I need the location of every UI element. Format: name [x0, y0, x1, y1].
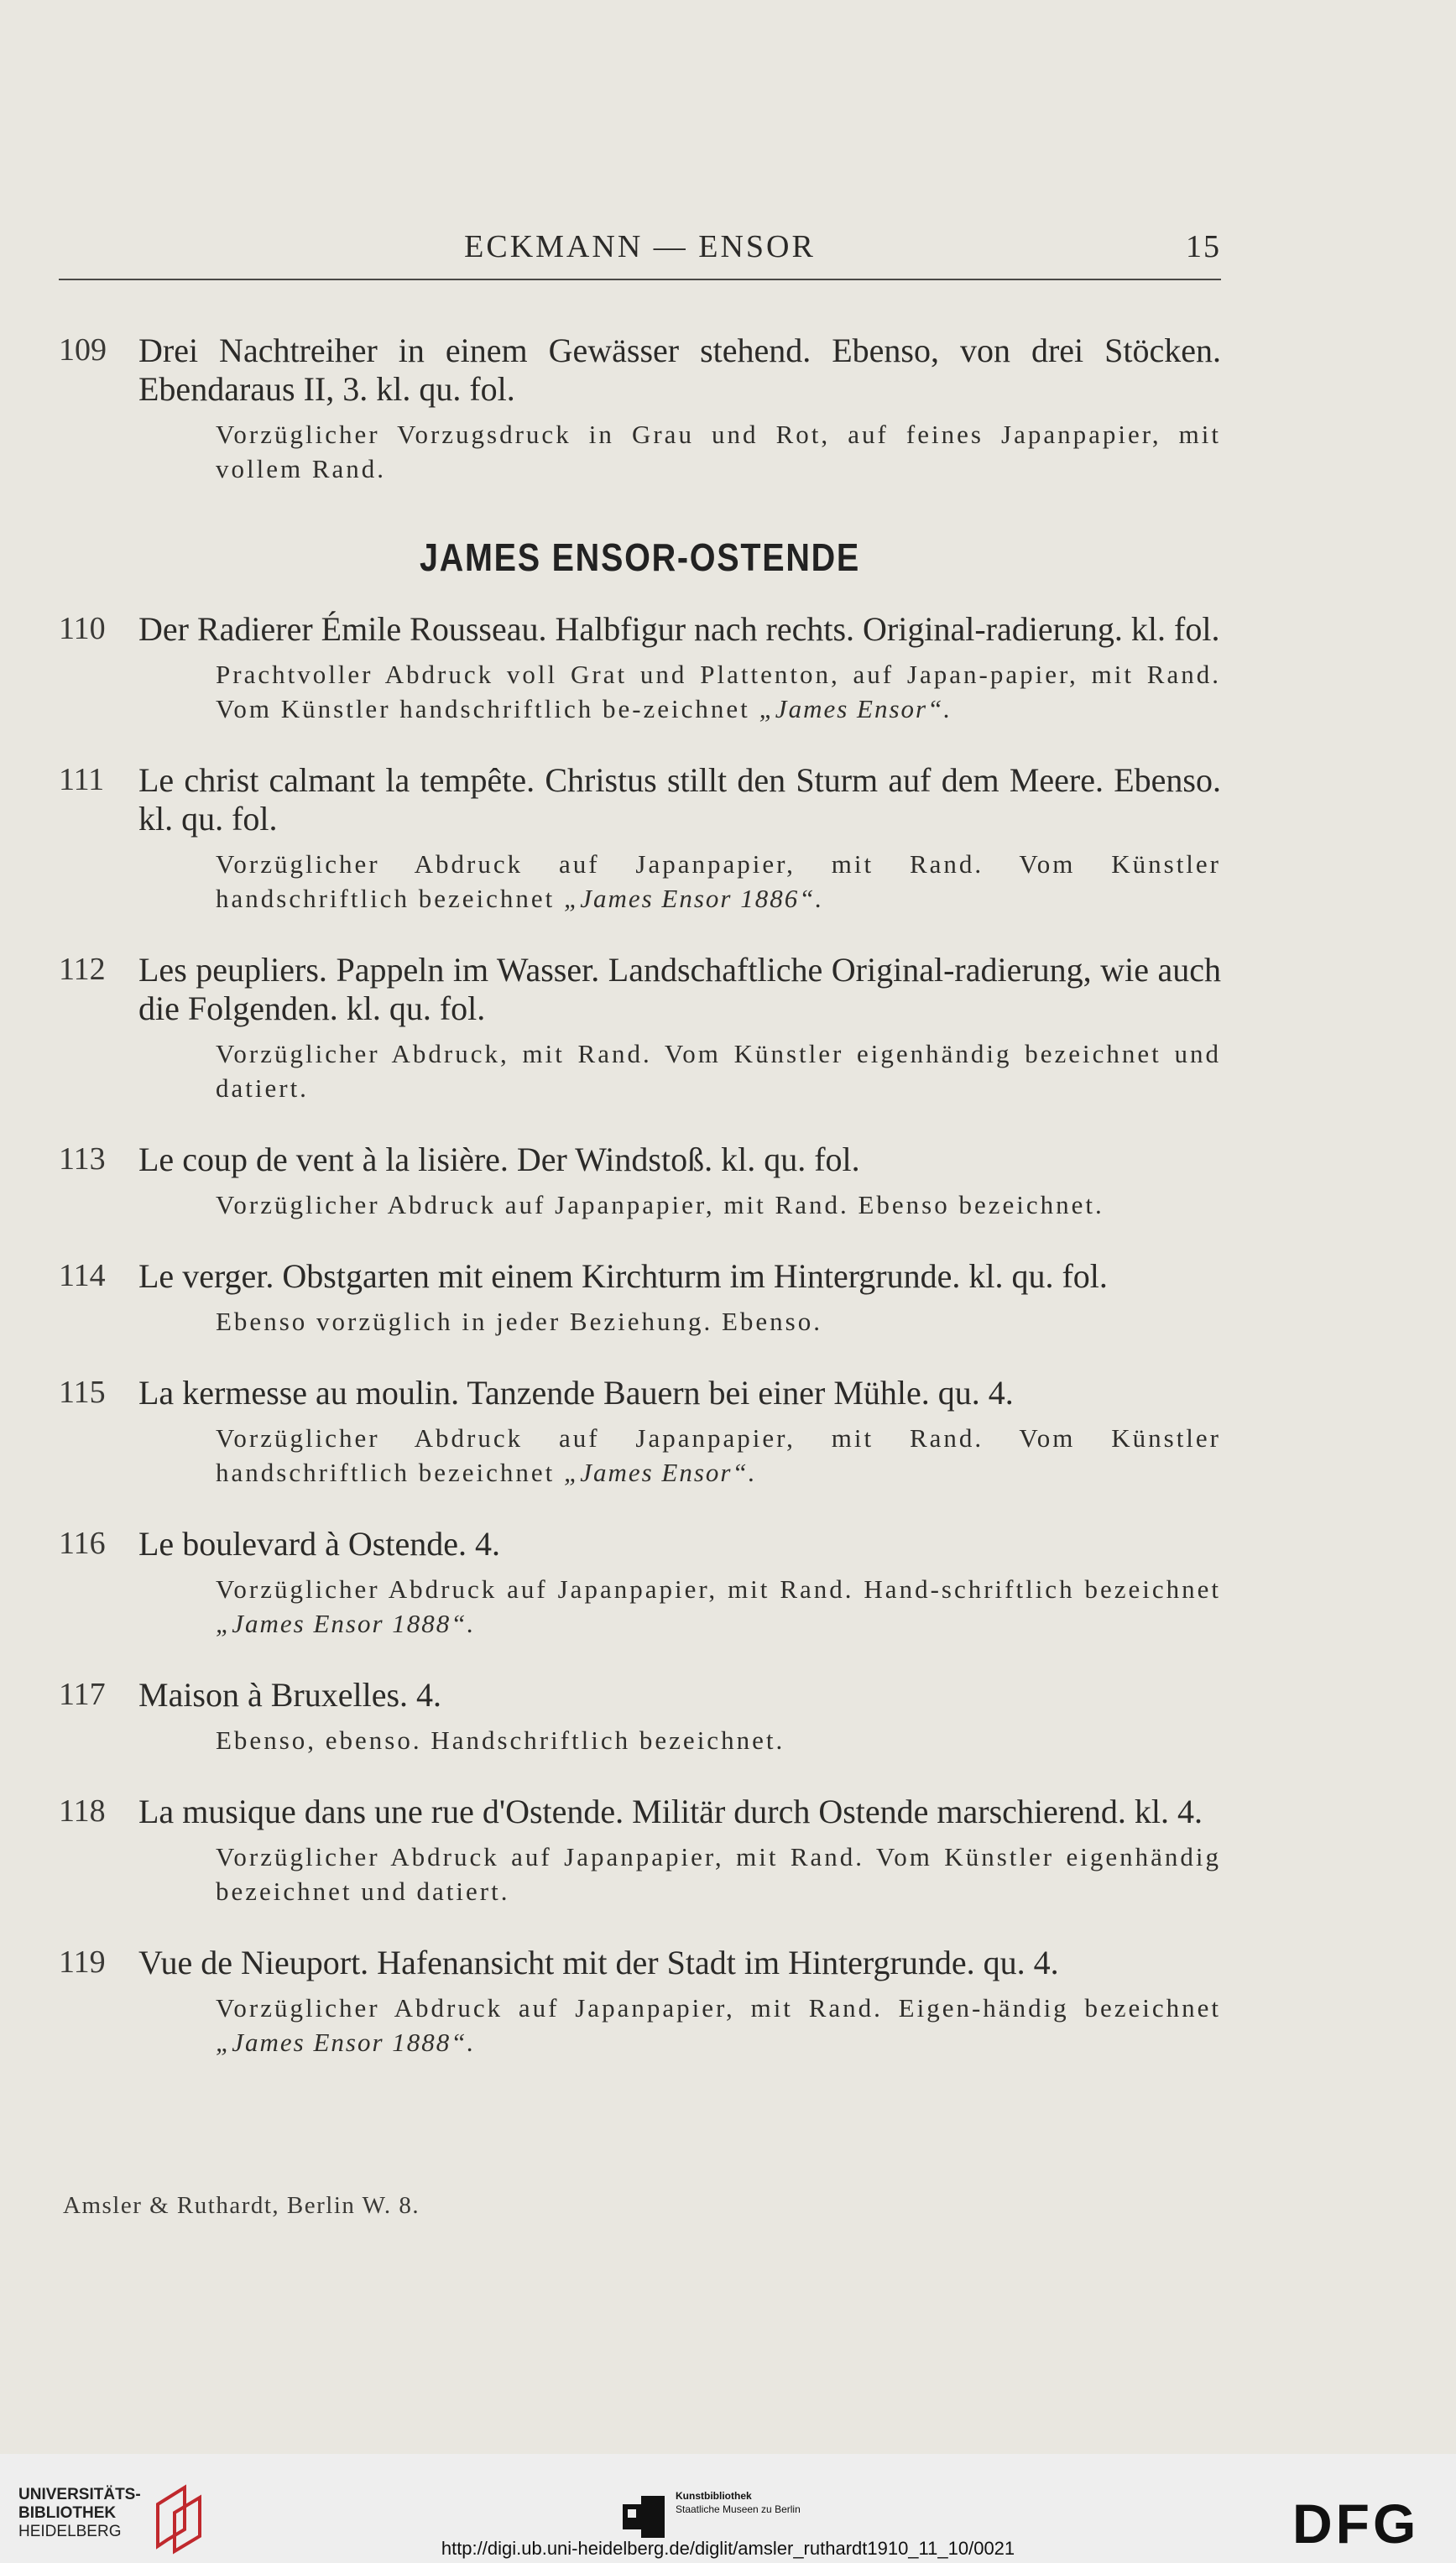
entry-note-text: Vorzüglicher Abdruck auf Japanpapier, mit Rand. Eigen-händig bezeichnet	[216, 1993, 1221, 2023]
entry-number: 116	[59, 1526, 106, 1561]
catalog-entry-117	[59, 1676, 1221, 1757]
entry-title: Le boulevard à Ostende. 4.	[138, 1525, 500, 1563]
catalog-entry-109	[59, 331, 1221, 486]
uni-logo-line2: BIBLIOTHEK	[18, 2504, 117, 2522]
entry-signature: „James Ensor“.	[563, 1458, 757, 1487]
section-heading: JAMES ENSOR-OSTENDE	[419, 535, 861, 579]
uni-logo-line3: HEIDELBERG	[18, 2523, 122, 2540]
entry-note-text: Vorzüglicher Abdruck auf Japanpapier, mit Rand. Vom Künstler handschriftlich bezeichnet	[216, 849, 1221, 913]
entry-note	[216, 1304, 1221, 1339]
entry-note	[216, 1572, 1221, 1641]
entry-number: 119	[59, 1944, 106, 1980]
entry-title: La kermesse au moulin. Tanzende Bauern bei einer Mühle. qu. 4.	[138, 1374, 1014, 1412]
entry-note	[216, 1421, 1221, 1490]
entry-note-text: Vorzüglicher Vorzugsdruck in Grau und Rot, auf feines Japanpapier, mit vollem Rand.	[216, 420, 1221, 483]
catalog-entry-118	[59, 1793, 1221, 1908]
uni-logo-line1: UNIVERSITÄTS-	[18, 2486, 141, 2503]
catalog-entry-115	[59, 1374, 1221, 1490]
entry-note-text: Vorzüglicher Abdruck auf Japanpapier, mit Rand. Hand-schriftlich bezeichnet	[216, 1574, 1221, 1604]
entry-note	[216, 417, 1221, 486]
printer-imprint: Amsler & Ruthardt, Berlin W. 8.	[63, 2192, 420, 2219]
catalog-entry-112	[59, 951, 1221, 1105]
entry-number: 114	[59, 1258, 106, 1293]
catalog-content	[59, 331, 1221, 2095]
entry-note	[216, 1188, 1221, 1222]
entry-title: Le coup de vent à la lisière. Der Windstoß. kl. qu. fol.	[138, 1141, 860, 1178]
page-number: 15	[1186, 229, 1221, 264]
entry-signature: „James Ensor 1888“.	[216, 2028, 476, 2057]
catalog-entry-116	[59, 1525, 1221, 1641]
entry-number: 112	[59, 952, 106, 987]
catalog-entry-113	[59, 1141, 1221, 1222]
entry-note-text: Vorzüglicher Abdruck, mit Rand. Vom Künstler eigenhändig bezeichnet und datiert.	[216, 1039, 1221, 1103]
entry-title: Vue de Nieuport. Hafenansicht mit der Stadt im Hintergrunde. qu. 4.	[138, 1944, 1059, 1981]
digitization-footer	[0, 2454, 1456, 2563]
entry-note	[216, 657, 1221, 726]
entry-title: Le christ calmant la tempête. Christus stillt den Sturm auf dem Meere. Ebenso. kl. qu. fol.	[138, 761, 1221, 838]
entry-note-text: Vorzüglicher Abdruck auf Japanpapier, mit Rand. Vom Künstler handschriftlich bezeichnet	[216, 1423, 1221, 1487]
catalog-entry-110	[59, 610, 1221, 726]
entry-title: Drei Nachtreiher in einem Gewässer stehend. Ebenso, von drei Stöcken. Ebendaraus II, 3. kl. qu. fol.	[138, 331, 1221, 408]
catalog-entry-114	[59, 1257, 1221, 1339]
kunstbibliothek-logo-icon	[623, 2496, 665, 2538]
kb-line2: Staatliche Museen zu Berlin	[676, 2503, 801, 2515]
running-head	[59, 225, 1221, 275]
entry-number: 109	[59, 332, 107, 368]
entry-note	[216, 1723, 1221, 1757]
entry-note-text: Vorzüglicher Abdruck auf Japanpapier, mit Rand. Vom Künstler eigenhändig bezeichnet und datiert.	[216, 1842, 1221, 1906]
entry-number: 117	[59, 1677, 106, 1712]
entry-signature: „James Ensor 1886“.	[563, 884, 824, 913]
entry-note-text: Vorzüglicher Abdruck auf Japanpapier, mit Rand. Ebenso bezeichnet.	[216, 1190, 1104, 1219]
university-library-logo[interactable]	[18, 2486, 141, 2541]
entry-number: 111	[59, 762, 105, 797]
entry-signature: „James Ensor“.	[759, 694, 952, 723]
entry-note	[216, 1991, 1221, 2059]
entry-title: Der Radierer Émile Rousseau. Halbfigur nach rechts. Original-radierung. kl. fol.	[138, 610, 1220, 648]
entry-note	[216, 847, 1221, 916]
entry-title: Maison à Bruxelles. 4.	[138, 1676, 442, 1714]
entry-number: 110	[59, 611, 106, 646]
header-rule	[59, 279, 1221, 280]
entry-note-text: Ebenso, ebenso. Handschriftlich bezeichnet.	[216, 1725, 785, 1755]
kunstbibliothek-label	[676, 2489, 801, 2516]
entry-note-text: Ebenso vorzüglich in jeder Beziehung. Ebenso.	[216, 1307, 822, 1336]
entry-number: 115	[59, 1375, 106, 1410]
entry-note	[216, 1036, 1221, 1105]
catalog-entry-111	[59, 761, 1221, 916]
entry-number: 118	[59, 1793, 106, 1829]
entry-signature: „James Ensor 1888“.	[216, 1609, 476, 1638]
kb-line1: Kunstbibliothek	[676, 2490, 752, 2502]
entry-note-text: Prachtvoller Abdruck voll Grat und Plattenton, auf Japan-papier, mit Rand. Vom Künstler handschriftlich be-zeichnet	[216, 660, 1221, 723]
entry-title: Le verger. Obstgarten mit einem Kirchturm im Hintergrunde. kl. qu. fol.	[138, 1257, 1108, 1295]
entry-number: 113	[59, 1141, 106, 1177]
dfg-logo[interactable]: DFG	[1292, 2493, 1420, 2555]
page-url[interactable]: http://digi.ub.uni-heidelberg.de/diglit/amsler_ruthardt1910_11_10/0021	[441, 2538, 1015, 2559]
catalog-entry-119	[59, 1944, 1221, 2059]
entry-note	[216, 1840, 1221, 1908]
entry-title: La musique dans une rue d'Ostende. Militär durch Ostende marschierend. kl. 4.	[138, 1793, 1203, 1830]
entry-title: Les peupliers. Pappeln im Wasser. Landschaftliche Original-radierung, wie auch die Folgenden. kl. qu. fol.	[138, 951, 1221, 1027]
running-title: ECKMANN — ENSOR	[464, 229, 816, 264]
